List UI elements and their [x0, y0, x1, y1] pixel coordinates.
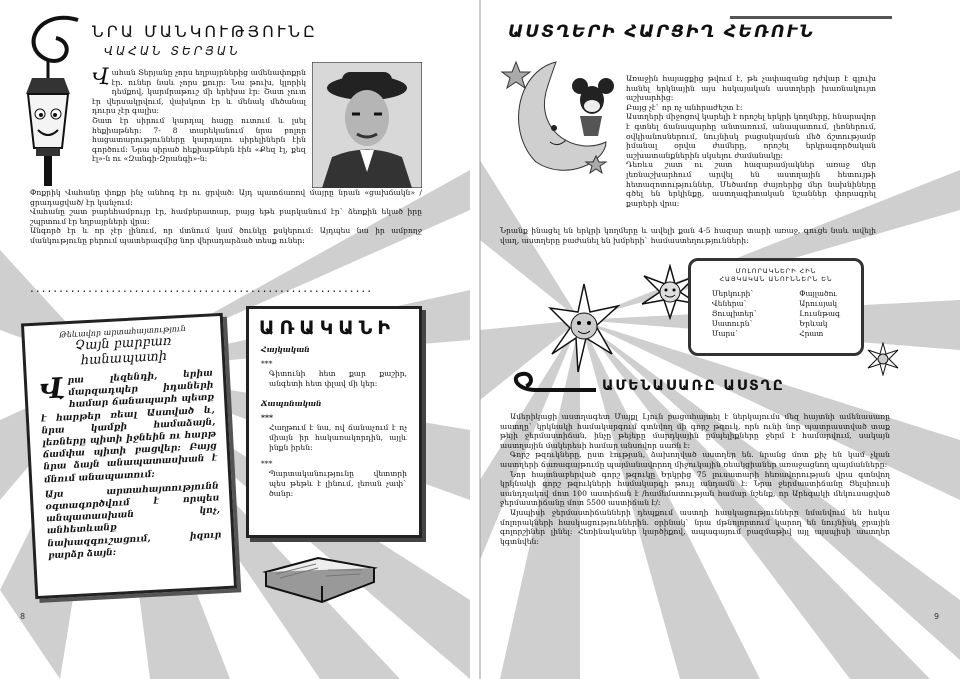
sun-star-icon	[548, 282, 620, 374]
portrait-photo	[312, 62, 422, 188]
sun-star-icon	[866, 342, 900, 376]
article-paragraph: Վահանը շատ բարեհամբույր էր, համբերատար, բայց եթե բարկանում էր` ձեռքին եկած իրը շպրտում էր եղբայրների վրա:	[30, 207, 422, 226]
planet-armenian-name: Լուսնթագ	[799, 309, 841, 318]
article-paragraph: Գորշ թզուկները, ըստ էության, ձախողված աստղեր են. նրանց մոտ քիչ են կամ չկան աստղերի ճառագայթումը պայմանավորող միջուկային ռեակցիաներ առաջացնող պայմանները:	[500, 450, 890, 469]
drop-cap: Վ	[38, 371, 66, 406]
proverb-box	[246, 306, 422, 538]
quote-heading: Թեևավոր արտահայտություն	[58, 323, 187, 340]
article-paragraph: Աստղերի միջոցով կարելի է որոշել երկրի կողմերը, հնարավոր է գտնել ճանապարհը անտառում, անապատում, լեռներում, օվկիանոսներում, նույնիսկ բացակայման մեծ ճշտությամբ իմանալ օրվա ժամերը, որոշել երկրագործական աշխատանքներին սկսելու ժամանակը:	[626, 112, 876, 160]
section-title: ԱՄԵՆԱՍԱՌԸ ԱՍՏՂԸ	[602, 378, 785, 394]
planet-names-box	[688, 258, 864, 356]
drop-cap: Վ	[92, 65, 110, 90]
planet-latin-name: Վեներա`	[711, 299, 748, 308]
title-rule	[730, 16, 892, 19]
lantern-icon	[8, 8, 88, 188]
proverb-section: Հայկական	[261, 345, 310, 354]
page-subtitle: ՎԱՀԱՆ ՏԵՐՅԱՆ	[104, 44, 241, 58]
planet-latin-name: Մերկուրի`	[711, 289, 755, 298]
book-icon	[262, 538, 378, 608]
article-paragraph: Բայց չէ` որ ոչ անհրաժեշտ է:	[626, 102, 743, 112]
planet-names-right	[799, 289, 840, 339]
planet-names-left	[712, 289, 758, 339]
article-paragraph: Նոր հայտնաբերված գորշ թզուկը Երկրից 75 լուսատարի հեռավորության վրա գտնվող կրկնակի գորշ թզուկների համակարգի թույլ անդամն է: Նրա ջերմաստիճանը Ցելսիուսի սանդղակով մոտ 100 աստիճան է /համեմատության համար նշենք, որ Արեգակի մեկուսացված ջերմաստիճանը մոտ 5500 աստիճան է/:	[500, 469, 890, 508]
proverb-text: Պարտականությունը վետտրի պես թեթև է լինում, լեռան չափ` ծանր:	[269, 469, 407, 498]
proverb-title: ԱՌԱԿԱՆԻ	[259, 317, 395, 339]
planet-armenian-name: Փայլածու	[799, 289, 837, 298]
planet-box-title: ՀԱՅԿԱԿԱՆ ԱՆՈՒՆՆԵՐՆ ԵՆ	[719, 275, 833, 283]
planet-latin-name: Մարս`	[711, 329, 739, 338]
page-number: 8	[20, 612, 26, 621]
quote-body: րա լեզենդի, երիա մարզադպեր իդաների համար ճանապարհ պետք է հարթեր ռեալ Աստված և, նրա կամքի համաձայն, լեռները պիտի իջնեին ու հարթ ճամփա պիտի բացվեր: Բայց նրա ձայն անապատասխան է մնում անապատում:	[40, 367, 218, 486]
page-title: ԱՍՏՂԵՐԻ ՀԱՐՑԻՂ ՀԵՌՈՒՆ	[508, 22, 816, 42]
planet-armenian-name: Հրատ	[799, 329, 824, 338]
quote-box	[21, 313, 237, 599]
quote-heading: հանապատի	[80, 348, 168, 369]
dotted-divider: ...........................................................	[30, 281, 374, 295]
article-paragraph: Անգործ էր և որ չէր լինում, որ մտնում կամ ծունկը քսկերում: Այդպես նա իր ամբողջ մանկությունը բերում պատերազմից նոր վերադարձած տեսք ուներ:	[30, 226, 422, 245]
page-number: 9	[934, 612, 940, 621]
page-title: ՆՐԱ ՄԱՆԿՈՒԹՅՈՒՆԸ	[92, 22, 318, 41]
proverb-stars: ***	[261, 359, 273, 368]
proverb-text: Գիտունի հետ քար քաշիր, անգետի հետ փլավ մի կեր:	[269, 369, 407, 388]
moon-mouse-icon	[496, 52, 622, 184]
proverb-text: Հաղթում է նա, ով ճանաչում է ոչ միայն իր հակառակորդին, այլև ինքն իրեն:	[269, 423, 407, 452]
quote-body: Այս արտահայտությունն օգտագործվում է որպես անպատասխան կոչ, անհետևանք նախազգուշացում, իզուր բարձր ձայն:	[44, 480, 222, 562]
article-paragraph: Շատ էր սիրում կարդալ հացը ուտում և լսել հեքիաթներ: 7- 8 տարեկանում նրա բոլոր հացատարությունները կարդալու սիրելիներն էին գործում: Նրա սիրած հեքիաթներն էին «Քեզ էլ, քեզ էլ»-ն ու «Զանգի-Զրանգի»-ն:	[92, 115, 306, 164]
article-paragraph: Փոքրիկ Վահանը փոքր ինչ անհոգ էր ու ցրված: Այդ պատճառով մայրը նրան «ցախճակն» /ցրադացված/ էր կանչում:	[30, 188, 422, 207]
proverb-stars: ***	[261, 413, 273, 422]
quote-heading: Չայն բարբառ	[74, 333, 172, 354]
swirl-icon	[496, 370, 596, 410]
article-paragraph: Առաջին հայացքից թվում է, թե չափազանց դժվար է գլուխ հանել երկնային այս հսկայական աստղերի խառնակույտ աշխարհից:	[626, 74, 876, 103]
article-paragraph: Այսպիսի ջերմաստիճանների դեպքում աստղի հասկացությունները նմանվում են հսկա մոլորակների հասկացություններին. օրինակ` նրա մթնոլորտում կարող են նույնիսկ ջրային գոլորշիներ լինել: Հեռինականեր կարծիքով, ապագայում բազմաթիվ այլ այսպիսի աստղեր կգտնվեն:	[500, 507, 890, 546]
planet-latin-name: Սատուրն`	[711, 319, 754, 328]
planet-armenian-name: Երևակ	[799, 319, 828, 328]
article-paragraph: Դեռևս շատ ու շատ հազարամյակներ առաջ մեր լեռնաշխարհում արվել են աստղային հետույթի հետազոտություններ, Մեծամոր ժայռերից մեր նախնիները գծել են երկինքը, աստղագիտական նշաններ փորագրել քարերի վրա:	[626, 160, 876, 208]
proverb-section: Ճապոնական	[261, 399, 322, 408]
planet-armenian-name: Արուսյակ	[799, 299, 838, 308]
planet-box-title: ՄՈԼՈՐԱԿՆԵՐԻ ՀԻՆ	[735, 267, 817, 275]
planet-latin-name: Յուպիտեր`	[711, 309, 758, 318]
article-paragraph: ահան Տերյանը չորս եղբայրներից ամենափոքրն էր. ուներ նաև չորս քույր: Նա թուխ, կլորիկ դեմքով, կարմրաթուշ մի երեխա էր: Շատ չուտ էր վերսակրվում, վախկոտ էր և մենակ մեծանալ դուրս չէր գալիս:	[92, 68, 306, 116]
article-paragraph: Ամերիկացի աստղագետ Մայքլ Լյուն բացահայտել է ներկայումս մեզ հայտնի ամենասառը աստղը` կրկնակի համակարգում գտնվող մի գորշ թզուկ, որն ունի նոր պատրաստված տաք թեյի ջերմաստիճան, ինչը թեյերը մարդկային ըմպելիքները ջերմ է համարվում, սակայն աստղային մակերեսի համար անսովոր սառն է:	[500, 412, 890, 450]
article-paragraph: Նրանք ինացել են երկրի կողմերը և ավելի քան 4-5 հազար տարի առաջ, գուցե նաև ավելի վաղ, աստղերը բաժանել են խմբերի` համաստեղությունների:	[500, 226, 876, 245]
proverb-stars: ***	[261, 459, 273, 468]
